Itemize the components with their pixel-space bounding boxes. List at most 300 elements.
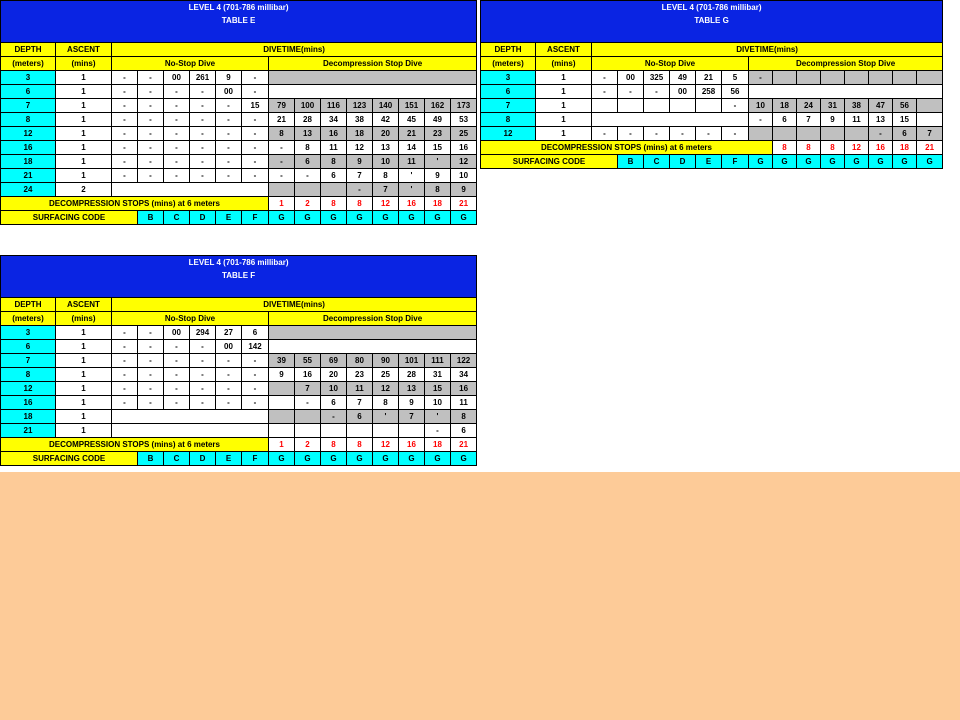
decompression-cell: - bbox=[321, 410, 347, 424]
table-row bbox=[1, 113, 477, 127]
header-decompression-stop-dive: Decompression Stop Dive bbox=[749, 57, 943, 71]
no-stop-cell: - bbox=[722, 99, 749, 113]
decompression-cell: 45 bbox=[399, 113, 425, 127]
header-meters: (meters) bbox=[481, 57, 536, 71]
depth-cell: 21 bbox=[1, 424, 56, 438]
no-stop-cell: - bbox=[164, 113, 190, 127]
decompression-cell: 23 bbox=[347, 368, 373, 382]
surfacing-code-value: G bbox=[893, 155, 917, 169]
no-stop-cell bbox=[112, 183, 269, 197]
decompression-stops-label: DECOMPRESSION STOPS (mins) at 6 meters bbox=[1, 197, 269, 211]
ascent-cell: 1 bbox=[56, 424, 112, 438]
depth-cell: 6 bbox=[1, 340, 56, 354]
decompression-cell: 8 bbox=[425, 183, 451, 197]
no-stop-cell: - bbox=[216, 141, 242, 155]
surfacing-code-value: G bbox=[797, 155, 821, 169]
decompression-stop-value: 21 bbox=[451, 438, 477, 452]
decompression-cell bbox=[269, 340, 477, 354]
surfacing-code-letter: E bbox=[216, 452, 242, 466]
header-ascent: ASCENT bbox=[56, 43, 112, 57]
decompression-cell: 16 bbox=[321, 127, 347, 141]
decompression-cell: 10 bbox=[425, 396, 451, 410]
no-stop-cell: - bbox=[216, 113, 242, 127]
no-stop-cell: - bbox=[138, 382, 164, 396]
decompression-cell: - bbox=[269, 169, 295, 183]
no-stop-cell: - bbox=[216, 169, 242, 183]
surfacing-code-value: G bbox=[373, 211, 399, 225]
decompression-cell: 79 bbox=[269, 99, 295, 113]
depth-cell: 3 bbox=[481, 71, 536, 85]
decompression-cell: 122 bbox=[451, 354, 477, 368]
ascent-cell: 1 bbox=[56, 127, 112, 141]
table-row bbox=[1, 183, 477, 197]
decompression-cell bbox=[869, 71, 893, 85]
no-stop-cell: - bbox=[138, 127, 164, 141]
table-row bbox=[481, 99, 943, 113]
decompression-cell bbox=[269, 71, 477, 85]
no-stop-cell: 294 bbox=[190, 326, 216, 340]
decompression-cell: - bbox=[295, 396, 321, 410]
decompression-stops-label: DECOMPRESSION STOPS (mins) at 6 meters bbox=[1, 438, 269, 452]
no-stop-cell: - bbox=[242, 396, 269, 410]
no-stop-cell: - bbox=[190, 340, 216, 354]
table-row bbox=[1, 141, 477, 155]
no-stop-cell: 00 bbox=[216, 85, 242, 99]
depth-cell: 12 bbox=[481, 127, 536, 141]
no-stop-cell: - bbox=[164, 85, 190, 99]
surfacing-code-letter: F bbox=[242, 211, 269, 225]
decompression-cell: 15 bbox=[425, 141, 451, 155]
surfacing-code-letter: D bbox=[190, 452, 216, 466]
depth-cell: 16 bbox=[1, 396, 56, 410]
decompression-cell bbox=[821, 127, 845, 141]
no-stop-cell: - bbox=[112, 169, 138, 183]
surfacing-code-value: G bbox=[269, 211, 295, 225]
decompression-cell: 16 bbox=[451, 382, 477, 396]
no-stop-cell bbox=[670, 99, 696, 113]
table-row bbox=[1, 396, 477, 410]
header-mins: (mins) bbox=[536, 57, 592, 71]
surfacing-code-letter: E bbox=[216, 211, 242, 225]
ascent-cell: 1 bbox=[56, 396, 112, 410]
decompression-cell: 14 bbox=[399, 141, 425, 155]
decompression-stop-value: 21 bbox=[451, 197, 477, 211]
no-stop-cell: - bbox=[190, 382, 216, 396]
decompression-cell bbox=[295, 410, 321, 424]
decompression-cell: 9 bbox=[821, 113, 845, 127]
decompression-cell: 20 bbox=[321, 368, 347, 382]
decompression-cell: 111 bbox=[425, 354, 451, 368]
table-row bbox=[1, 71, 477, 85]
decompression-cell: 6 bbox=[321, 396, 347, 410]
no-stop-cell: - bbox=[242, 382, 269, 396]
surfacing-code-value: G bbox=[451, 452, 477, 466]
no-stop-cell: - bbox=[138, 326, 164, 340]
depth-cell: 7 bbox=[1, 99, 56, 113]
no-stop-cell: - bbox=[138, 141, 164, 155]
no-stop-cell: - bbox=[190, 85, 216, 99]
no-stop-cell: - bbox=[190, 127, 216, 141]
no-stop-cell: - bbox=[112, 396, 138, 410]
no-stop-cell: - bbox=[216, 368, 242, 382]
title-line-2: TABLE E bbox=[221, 16, 256, 25]
no-stop-cell: - bbox=[138, 340, 164, 354]
no-stop-cell: - bbox=[112, 368, 138, 382]
no-stop-cell: - bbox=[242, 169, 269, 183]
ascent-cell: 1 bbox=[536, 85, 592, 99]
no-stop-cell: 27 bbox=[216, 326, 242, 340]
decompression-cell: 6 bbox=[321, 169, 347, 183]
no-stop-cell: 9 bbox=[216, 71, 242, 85]
decompression-cell: 8 bbox=[269, 127, 295, 141]
no-stop-cell: - bbox=[164, 99, 190, 113]
decompression-stop-value: 8 bbox=[347, 197, 373, 211]
surfacing-code-value: G bbox=[269, 452, 295, 466]
no-stop-cell: - bbox=[138, 354, 164, 368]
no-stop-cell: - bbox=[112, 85, 138, 99]
depth-cell: 8 bbox=[1, 113, 56, 127]
surfacing-code-value: G bbox=[425, 452, 451, 466]
decompression-cell bbox=[797, 127, 821, 141]
surfacing-code-value: G bbox=[295, 452, 321, 466]
decompression-stop-value: 16 bbox=[399, 197, 425, 211]
decompression-cell: 8 bbox=[373, 396, 399, 410]
header-meters: (meters) bbox=[1, 312, 56, 326]
depth-cell: 21 bbox=[1, 169, 56, 183]
no-stop-cell: - bbox=[216, 127, 242, 141]
table-row bbox=[1, 169, 477, 183]
decompression-stop-value: 8 bbox=[321, 197, 347, 211]
surfacing-code-letter: D bbox=[670, 155, 696, 169]
decompression-cell bbox=[917, 99, 943, 113]
no-stop-cell: 00 bbox=[618, 71, 644, 85]
depth-cell: 6 bbox=[1, 85, 56, 99]
ascent-cell: 1 bbox=[56, 155, 112, 169]
decompression-cell: 140 bbox=[373, 99, 399, 113]
decompression-cell: 16 bbox=[451, 141, 477, 155]
decompression-cell: 123 bbox=[347, 99, 373, 113]
decompression-stop-value: 18 bbox=[425, 438, 451, 452]
decompression-cell: 49 bbox=[425, 113, 451, 127]
no-stop-cell: - bbox=[190, 99, 216, 113]
no-stop-cell: 5 bbox=[722, 71, 749, 85]
surfacing-code-label: SURFACING CODE bbox=[481, 155, 618, 169]
decompression-cell: ' bbox=[425, 155, 451, 169]
no-stop-cell: - bbox=[112, 99, 138, 113]
ascent-cell: 1 bbox=[536, 127, 592, 141]
surfacing-code-letter: C bbox=[164, 452, 190, 466]
no-stop-cell: - bbox=[138, 99, 164, 113]
decompression-cell bbox=[749, 85, 943, 99]
no-stop-cell: 15 bbox=[242, 99, 269, 113]
decompression-cell: - bbox=[749, 113, 773, 127]
table-row bbox=[481, 127, 943, 141]
decompression-cell: 28 bbox=[295, 113, 321, 127]
decompression-cell: - bbox=[869, 127, 893, 141]
no-stop-cell: - bbox=[242, 354, 269, 368]
decompression-cell bbox=[347, 424, 373, 438]
ascent-cell: 1 bbox=[56, 382, 112, 396]
decompression-cell: 7 bbox=[295, 382, 321, 396]
decompression-cell bbox=[399, 424, 425, 438]
no-stop-cell: - bbox=[592, 85, 618, 99]
surfacing-code-value: G bbox=[399, 452, 425, 466]
decompression-cell: 9 bbox=[451, 183, 477, 197]
depth-cell: 3 bbox=[1, 71, 56, 85]
decompression-cell: 12 bbox=[347, 141, 373, 155]
table-row bbox=[1, 382, 477, 396]
no-stop-cell: - bbox=[242, 127, 269, 141]
no-stop-cell: - bbox=[242, 368, 269, 382]
no-stop-cell: - bbox=[216, 382, 242, 396]
decompression-cell: ' bbox=[373, 410, 399, 424]
decompression-cell: 6 bbox=[773, 113, 797, 127]
ascent-cell: 1 bbox=[56, 410, 112, 424]
ascent-cell: 1 bbox=[536, 99, 592, 113]
table-row bbox=[481, 113, 943, 127]
decompression-cell: - bbox=[295, 169, 321, 183]
no-stop-cell: - bbox=[138, 368, 164, 382]
surfacing-code-letter: B bbox=[138, 211, 164, 225]
decompression-cell bbox=[821, 71, 845, 85]
header-no-stop-dive: No-Stop Dive bbox=[592, 57, 749, 71]
table-row bbox=[1, 99, 477, 113]
decompression-cell: 15 bbox=[425, 382, 451, 396]
no-stop-cell: 6 bbox=[242, 326, 269, 340]
surfacing-code-letter: E bbox=[696, 155, 722, 169]
decompression-cell: 162 bbox=[425, 99, 451, 113]
no-stop-cell: - bbox=[644, 127, 670, 141]
no-stop-cell: - bbox=[216, 99, 242, 113]
no-stop-cell bbox=[592, 99, 618, 113]
no-stop-cell: - bbox=[164, 368, 190, 382]
decompression-cell: 7 bbox=[347, 396, 373, 410]
table-row bbox=[1, 326, 477, 340]
decompression-cell: 10 bbox=[451, 169, 477, 183]
depth-cell: 18 bbox=[1, 155, 56, 169]
depth-cell: 3 bbox=[1, 326, 56, 340]
decompression-cell: 7 bbox=[373, 183, 399, 197]
no-stop-cell: - bbox=[190, 113, 216, 127]
no-stop-cell: - bbox=[618, 127, 644, 141]
decompression-cell: - bbox=[269, 141, 295, 155]
ascent-cell: 1 bbox=[56, 71, 112, 85]
surfacing-code-letter: F bbox=[242, 452, 269, 466]
surfacing-code-value: G bbox=[425, 211, 451, 225]
ascent-cell: 1 bbox=[536, 71, 592, 85]
decompression-stop-value: 8 bbox=[821, 141, 845, 155]
table-row bbox=[1, 424, 477, 438]
no-stop-cell: - bbox=[592, 71, 618, 85]
surfacing-code-value: G bbox=[321, 452, 347, 466]
decompression-cell: 80 bbox=[347, 354, 373, 368]
decompression-cell: 11 bbox=[845, 113, 869, 127]
ascent-cell: 1 bbox=[56, 340, 112, 354]
no-stop-cell: - bbox=[216, 396, 242, 410]
depth-cell: 12 bbox=[1, 127, 56, 141]
decompression-cell: ' bbox=[399, 169, 425, 183]
decompression-cell: 13 bbox=[373, 141, 399, 155]
decompression-cell: 55 bbox=[295, 354, 321, 368]
table-row bbox=[481, 85, 943, 99]
no-stop-cell: 142 bbox=[242, 340, 269, 354]
no-stop-cell bbox=[592, 113, 749, 127]
decompression-cell: 12 bbox=[373, 382, 399, 396]
surfacing-code-value: G bbox=[917, 155, 943, 169]
surfacing-code-label: SURFACING CODE bbox=[1, 211, 138, 225]
surfacing-code-label: SURFACING CODE bbox=[1, 452, 138, 466]
surfacing-code-value: G bbox=[295, 211, 321, 225]
decompression-cell: 173 bbox=[451, 99, 477, 113]
no-stop-cell: - bbox=[190, 141, 216, 155]
table-row bbox=[1, 127, 477, 141]
decompression-stop-value: 2 bbox=[295, 197, 321, 211]
decompression-cell: 39 bbox=[269, 354, 295, 368]
no-stop-cell: - bbox=[722, 127, 749, 141]
decompression-cell bbox=[321, 183, 347, 197]
decompression-cell: 69 bbox=[321, 354, 347, 368]
header-depth: DEPTH bbox=[1, 298, 56, 312]
decompression-cell: 6 bbox=[347, 410, 373, 424]
decompression-cell bbox=[269, 424, 295, 438]
no-stop-cell: - bbox=[164, 340, 190, 354]
table-row bbox=[1, 155, 477, 169]
surfacing-code-value: G bbox=[749, 155, 773, 169]
depth-cell: 7 bbox=[1, 354, 56, 368]
no-stop-cell: - bbox=[112, 155, 138, 169]
table-title bbox=[1, 256, 477, 298]
no-stop-cell: - bbox=[670, 127, 696, 141]
decompression-stop-value: 8 bbox=[797, 141, 821, 155]
ascent-cell: 1 bbox=[56, 85, 112, 99]
decompression-cell: 20 bbox=[373, 127, 399, 141]
decompression-cell bbox=[269, 85, 477, 99]
no-stop-cell: - bbox=[138, 113, 164, 127]
header-mins: (mins) bbox=[56, 312, 112, 326]
decompression-cell: 15 bbox=[893, 113, 917, 127]
header-no-stop-dive: No-Stop Dive bbox=[112, 312, 269, 326]
decompression-cell: 18 bbox=[347, 127, 373, 141]
title-line-1: LEVEL 4 (701-786 millibar) bbox=[661, 3, 762, 12]
no-stop-cell: - bbox=[112, 326, 138, 340]
header-divetime: DIVETIME(mins) bbox=[112, 298, 477, 312]
decompression-cell: 13 bbox=[295, 127, 321, 141]
no-stop-cell: - bbox=[216, 155, 242, 169]
decompression-cell: 31 bbox=[821, 99, 845, 113]
no-stop-cell: 325 bbox=[644, 71, 670, 85]
no-stop-cell: - bbox=[164, 354, 190, 368]
no-stop-cell: - bbox=[618, 85, 644, 99]
surfacing-code-value: G bbox=[869, 155, 893, 169]
no-stop-cell bbox=[696, 99, 722, 113]
header-mins: (mins) bbox=[56, 57, 112, 71]
no-stop-cell: - bbox=[112, 141, 138, 155]
table-e bbox=[0, 0, 477, 225]
decompression-cell: 9 bbox=[347, 155, 373, 169]
decompression-cell: 11 bbox=[321, 141, 347, 155]
decompression-stop-value: 16 bbox=[399, 438, 425, 452]
decompression-cell: 6 bbox=[893, 127, 917, 141]
header-decompression-stop-dive: Decompression Stop Dive bbox=[269, 57, 477, 71]
decompression-stop-value: 1 bbox=[269, 197, 295, 211]
surfacing-code-value: G bbox=[321, 211, 347, 225]
decompression-stop-value: 12 bbox=[845, 141, 869, 155]
decompression-cell: ' bbox=[425, 410, 451, 424]
decompression-stop-value: 1 bbox=[269, 438, 295, 452]
decompression-stop-value: 16 bbox=[869, 141, 893, 155]
no-stop-cell: 00 bbox=[164, 71, 190, 85]
no-stop-cell: - bbox=[190, 396, 216, 410]
decompression-stop-value: 12 bbox=[373, 197, 399, 211]
no-stop-cell: - bbox=[242, 141, 269, 155]
decompression-cell: 47 bbox=[869, 99, 893, 113]
title-line-2: TABLE G bbox=[694, 16, 729, 25]
no-stop-cell: - bbox=[138, 71, 164, 85]
table-g-grid bbox=[480, 0, 943, 169]
decompression-cell bbox=[845, 71, 869, 85]
depth-cell: 24 bbox=[1, 183, 56, 197]
depth-cell: 8 bbox=[481, 113, 536, 127]
header-depth: DEPTH bbox=[481, 43, 536, 57]
decompression-cell: 6 bbox=[295, 155, 321, 169]
ascent-cell: 1 bbox=[56, 141, 112, 155]
decompression-cell: 10 bbox=[749, 99, 773, 113]
decompression-cell: 9 bbox=[399, 396, 425, 410]
decompression-cell: 13 bbox=[399, 382, 425, 396]
decompression-cell: 18 bbox=[773, 99, 797, 113]
surfacing-code-value: G bbox=[373, 452, 399, 466]
no-stop-cell: - bbox=[112, 113, 138, 127]
decompression-cell: 7 bbox=[347, 169, 373, 183]
table-row bbox=[1, 368, 477, 382]
no-stop-cell: 00 bbox=[670, 85, 696, 99]
no-stop-cell: - bbox=[112, 354, 138, 368]
decompression-cell: 21 bbox=[269, 113, 295, 127]
decompression-cell: 12 bbox=[451, 155, 477, 169]
decompression-cell bbox=[917, 71, 943, 85]
decompression-cell: 28 bbox=[399, 368, 425, 382]
decompression-cell: 31 bbox=[425, 368, 451, 382]
no-stop-cell: - bbox=[242, 71, 269, 85]
no-stop-cell: - bbox=[242, 113, 269, 127]
no-stop-cell: - bbox=[696, 127, 722, 141]
header-decompression-stop-dive: Decompression Stop Dive bbox=[269, 312, 477, 326]
decompression-cell bbox=[295, 183, 321, 197]
table-row bbox=[1, 85, 477, 99]
table-row bbox=[1, 354, 477, 368]
decompression-cell: 8 bbox=[321, 155, 347, 169]
no-stop-cell: - bbox=[138, 85, 164, 99]
table-f bbox=[0, 255, 477, 466]
no-stop-cell: 00 bbox=[164, 326, 190, 340]
no-stop-cell: - bbox=[164, 155, 190, 169]
table-title bbox=[1, 1, 477, 43]
table-row bbox=[1, 410, 477, 424]
decompression-cell bbox=[373, 424, 399, 438]
header-depth: DEPTH bbox=[1, 43, 56, 57]
ascent-cell: 1 bbox=[56, 368, 112, 382]
decompression-cell bbox=[893, 71, 917, 85]
ascent-cell: 1 bbox=[536, 113, 592, 127]
decompression-cell: 100 bbox=[295, 99, 321, 113]
decompression-stop-value: 21 bbox=[917, 141, 943, 155]
title-line-1: LEVEL 4 (701-786 millibar) bbox=[188, 3, 289, 12]
decompression-stop-value: 8 bbox=[347, 438, 373, 452]
decompression-cell: 42 bbox=[373, 113, 399, 127]
surfacing-code-value: G bbox=[845, 155, 869, 169]
decompression-cell: 10 bbox=[373, 155, 399, 169]
surfacing-code-value: G bbox=[347, 211, 373, 225]
